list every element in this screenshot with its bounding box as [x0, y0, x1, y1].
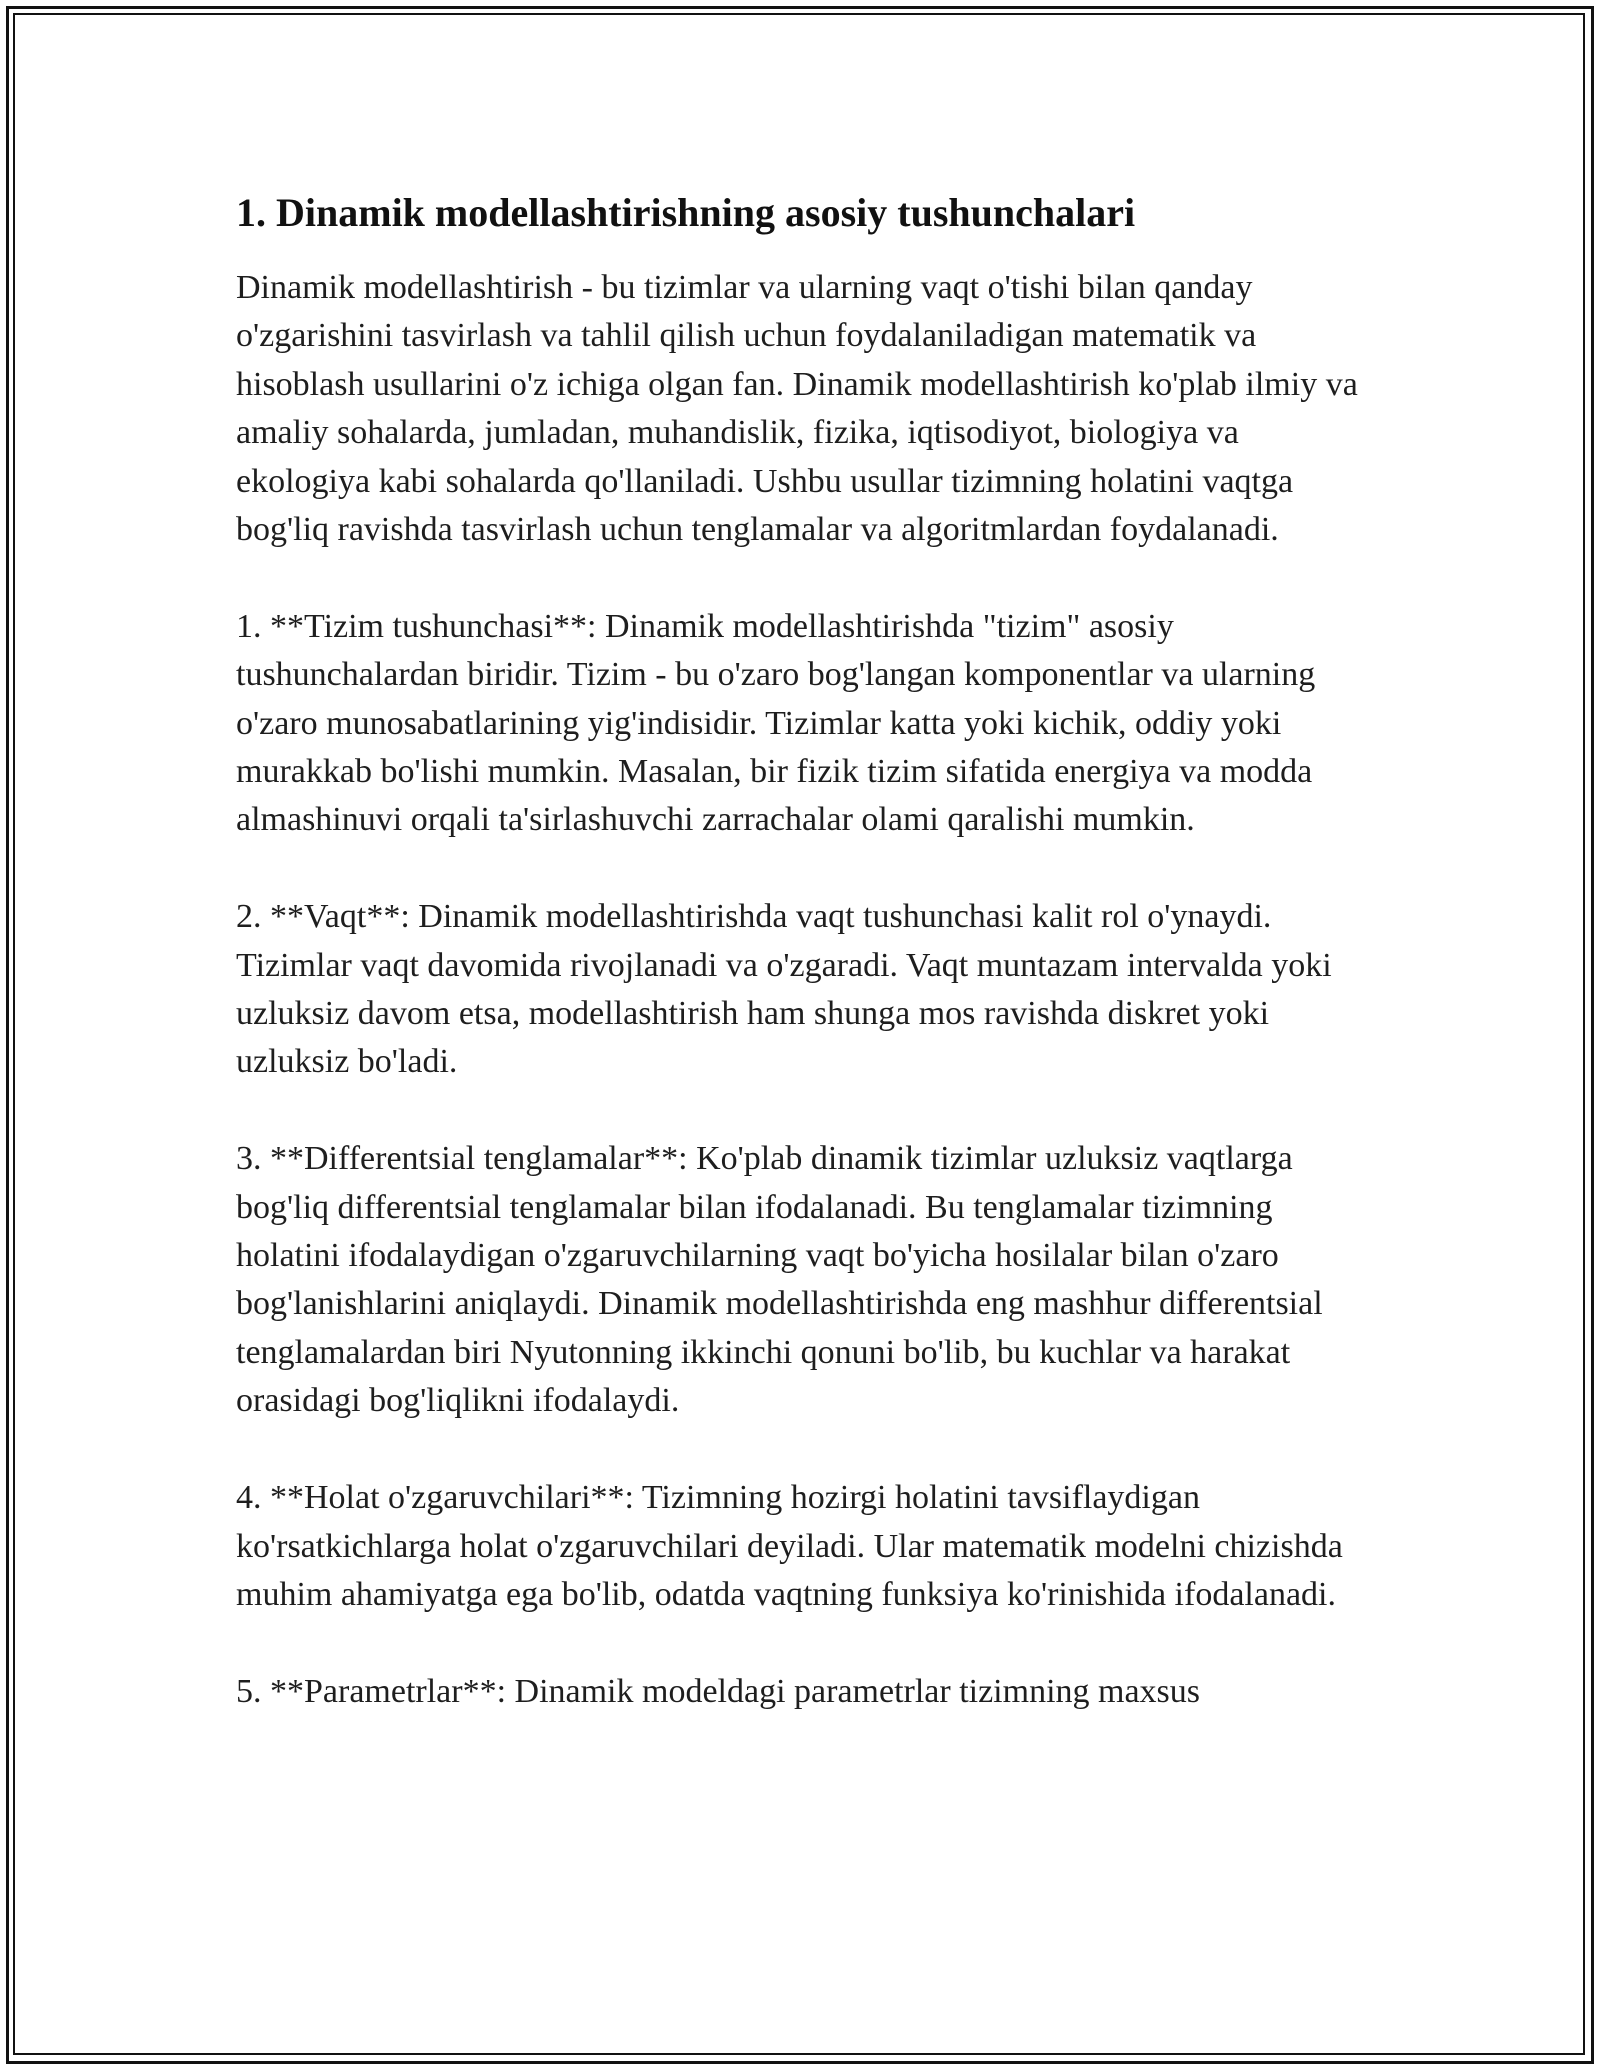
item-vaqt: 2. **Vaqt**: Dinamik modellashtirishda vaqt tushunchasi kalit rol o'ynaydi. Tizimlar vaqt davomida rivojlanadi va o'zgaradi. Vaqt muntazam intervalda yoki uzluksiz davom etsa, modellashtirish ham shunga mos ravishda diskret yoki uzluksiz bo'ladi.: [236, 898, 1332, 1081]
intro-paragraph: Dinamik modellashtirish - bu tizimlar va ularning vaqt o'tishi bilan qanday o'zgarishini tasvirlash va tahlil qilish uchun foydalaniladigan matematik va hisoblash usullarini o'z ichiga olgan fan. Dinamik modellashtirish ko'plab ilmiy va amaliy sohalarda, jumladan, muhandislik, fizika, iqtisodiyot, biologiya va ekologiya kabi sohalarda qo'llaniladi. Ushbu usullar tizimning holatini vaqtga bog'liq ravishda tasvirlash uchun tenglamalar va algoritmlardan foydalanadi.: [236, 269, 1358, 549]
item-tizim-tushunchasi: 1. **Tizim tushunchasi**: Dinamik modellashtirishda "tizim" asosiy tushunchalardan biridir. Tizim - bu o'zaro bog'langan komponentlar va ularning o'zaro munosabatlarining yig'indisidir. Tizimlar katta yoki kichik, oddiy yoki murakkab bo'lishi mumkin. Masalan, bir fizik tizim sifatida energiya va modda almashinuvi orqali ta'sirlashuvchi zarrachalar olami qaralishi mumkin.: [236, 607, 1316, 839]
item-holat-ozgaruvchilari: 4. **Holat o'zgaruvchilari**: Tizimning hozirgi holatini tavsiflaydigan ko'rsatkichlarga holat o'zgaruvchilari deyiladi. Ular matematik modelni chizishda muhim ahamiyatga ega bo'lib, odatda vaqtning funksiya ko'rinishida ifodalanadi.: [236, 1479, 1343, 1613]
item-differentsial-tenglamalar: 3. **Differentsial tenglamalar**: Ko'plab dinamik tizimlar uzluksiz vaqtlarga bog'liq differentsial tenglamalar bilan ifodalanadi. Bu tenglamalar tizimning holatini ifodalaydigan o'zgaruvchilarning vaqt bo'yicha hosilalar bilan o'zaro bog'lanishlarini aniqlaydi. Dinamik modellashtirishda eng mashhur differentsial tenglamalardan biri Nyutonning ikkinchi qonuni bo'lib, bu kuchlar va harakat orasidagi bog'liqlikni ifodalaydi.: [236, 1140, 1323, 1420]
section-heading: 1. Dinamik modellashtirishning asosiy tushunchalari: [236, 190, 1136, 235]
item-parametrlar: 5. **Parametrlar**: Dinamik modeldagi parametrlar tizimning maxsus: [236, 1672, 1201, 1710]
document-body: [236, 188, 1366, 1765]
